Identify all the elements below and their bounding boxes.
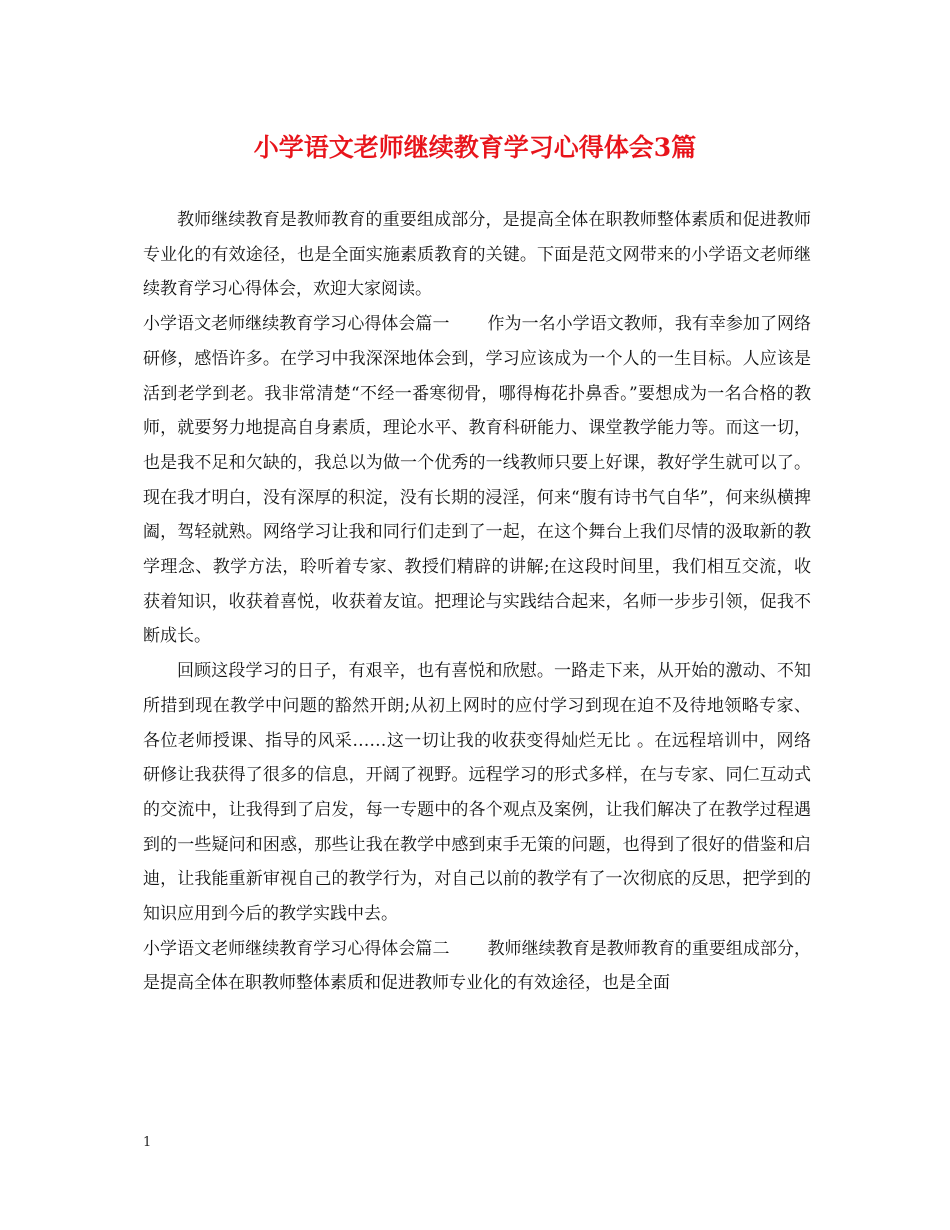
section-1-paragraph — [143, 307, 811, 654]
document-title: 小学语文老师继续教育学习心得体会3篇 — [253, 133, 697, 162]
section-1-heading: 小学语文老师继续教育学习心得体会篇一 — [143, 314, 450, 335]
body-paragraph-2: 回顾这段学习的日子，有艰辛，也有喜悦和欣慰。一路走下来，从开始的激动、不知所措到现在教学中问题的豁然开朗;从初上网时的应付学习到现在迫不及待地领略专家、各位老师授课、指导的风采……这一切让我的收获变得灿烂无比 。在远程培训中，网络研修让我获得了很多的信息，开阔了视野。远程学习的形式多样，在与专家、同仁互动式的交流中，让我得到了启发，每一专题中的各个观点及案例，让我们解决了在教学过程遇到的一些疑问和困惑，那些让我在教学中感到束手无策的问题，也得到了很好的借鉴和启迪，让我能重新审视自己的教学行为，对自己以前的教学有了一次彻底的反思，把学到的知识应用到今后的教学实践中去。 — [143, 661, 811, 925]
intro-paragraph: 教师继续教育是教师教育的重要组成部分，是提高全体在职教师整体素质和促进教师专业化的有效途径，也是全面实施素质教育的关键。下面是范文网带来的小学语文老师继续教育学习心得体会，欢迎大家阅读。 — [143, 210, 811, 300]
document-body — [143, 203, 811, 1001]
section-2-heading: 小学语文老师继续教育学习心得体会篇二 — [143, 938, 450, 959]
page-number: 1 — [143, 1135, 152, 1150]
section-2-text: 教师继续教育是教师教育的重要组成部分，是提高全体在职教师整体素质和促进教师专业化的有效途径，也是全面 — [143, 938, 812, 994]
section-1-text: 作为一名小学语文教师，我有幸参加了网络研修，感悟许多。在学习中我深深地体会到，学习应该成为一个人的一生目标。人应该是活到老学到老。我非常清楚“不经一番寒彻骨，哪得梅花扑鼻香。”要想成为一名合格的教师，就要努力地提高自身素质，理论水平、教育科研能力、课堂教学能力等。而这一切，也是我不足和欠缺的，我总以为做一个优秀的一线教师只要上好课，教好学生就可以了。现在我才明白，没有深厚的积淀，没有长期的浸淫，何来“腹有诗书气自华”，何来纵横捭阖，驾轻就熟。网络学习让我和同行们走到了一起，在这个舞台上我们尽情的汲取新的教学理念、教学方法，聆听着专家、教授们精辟的讲解;在这段时间里，我们相互交流，收获着知识，收获着喜悦，收获着友谊。把理论与实践结合起来，名师一步步引领，促我不断成长。 — [143, 314, 812, 647]
section-2-paragraph — [143, 932, 811, 1001]
